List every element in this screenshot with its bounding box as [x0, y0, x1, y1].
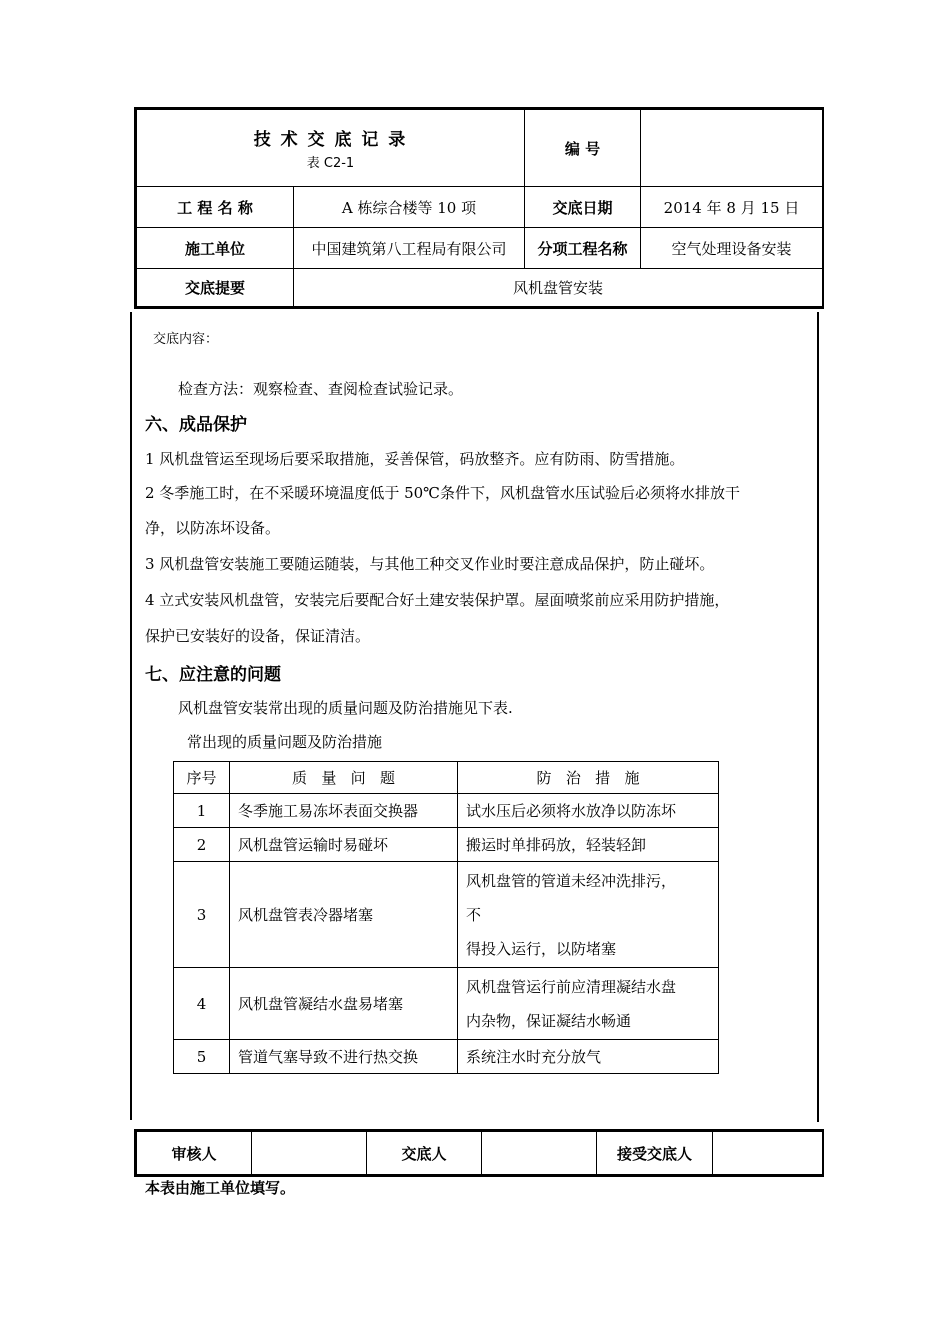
paragraph-3: 3 风机盘管安装施工要随运随装，与其他工种交叉作业时要注意成品保护，防止碰坏。: [145, 555, 715, 573]
row-number: 3: [174, 862, 230, 968]
header-problem: 质 量 问 题: [230, 762, 458, 794]
document-title: 技 术 交 底 记 录: [253, 130, 408, 150]
paragraph-1: 1 风机盘管运至现场后要采取措施，妥善保管，码放整齐。应有防雨、防雪措施。: [145, 450, 685, 468]
paragraph-4-line-2: 保护已安装好的设备，保证清洁。: [145, 627, 371, 645]
issues-table: [173, 761, 719, 1074]
measure-line: 得投入运行，以防堵塞: [466, 939, 617, 958]
row-measure: [458, 828, 719, 862]
discloser-label: 交底人: [367, 1132, 482, 1175]
title-cell: [137, 110, 525, 187]
receiver-signature-field[interactable]: [713, 1132, 823, 1175]
section-7-title: 七、应注意的问题: [145, 665, 281, 685]
paragraph-4-line-1: 4 立式安装风机盘管，安装完后要配合好土建安装保护罩。屋面喷浆前应采用防护措施，: [145, 591, 730, 609]
content-right-border: [817, 312, 819, 1122]
row-problem: 风机盘管运输时易碰坏: [230, 828, 458, 862]
table-row: [174, 1040, 719, 1074]
subproject-value: 空气处理设备安装: [641, 228, 823, 269]
project-name-label: 工 程 名 称: [137, 187, 294, 228]
content-label: 交底内容：: [153, 332, 219, 347]
date-label: 交底日期: [525, 187, 641, 228]
content-left-border: [130, 312, 132, 1120]
issues-table-caption: 常出现的质量问题及防治措施: [187, 733, 383, 751]
table-row: [174, 794, 719, 828]
row-problem: 管道气塞导致不进行热交换: [230, 1040, 458, 1074]
measure-line: 风机盘管运行前应清理凝结水盘: [466, 977, 677, 996]
table-row: [174, 968, 719, 1040]
row-number: 4: [174, 968, 230, 1040]
row-number: 2: [174, 828, 230, 862]
paragraph-2-line-1: 2 冬季施工时，在不采暖环境温度低于 50℃条件下，风机盘管水压试验后必须将水排放干: [145, 484, 740, 502]
header-measure: 防 治 措 施: [458, 762, 719, 794]
row-problem: 冬季施工易冻坏表面交换器: [230, 794, 458, 828]
reviewer-label: 审核人: [137, 1132, 252, 1175]
row-number: 5: [174, 1040, 230, 1074]
reviewer-signature-field[interactable]: [252, 1132, 367, 1175]
signature-table: [134, 1129, 824, 1177]
row-number: 1: [174, 794, 230, 828]
discloser-signature-field[interactable]: [482, 1132, 597, 1175]
row-problem: 风机盘管凝结水盘易堵塞: [230, 968, 458, 1040]
footer-note: 本表由施工单位填写。: [145, 1179, 296, 1197]
subproject-label: 分项工程名称: [525, 228, 641, 269]
row-measure: [458, 1040, 719, 1074]
header-no: 序号: [174, 762, 230, 794]
contractor-label: 施工单位: [137, 228, 294, 269]
measure-line: 搬运时单排码放，轻装轻卸: [466, 836, 647, 854]
project-name-value: A 栋综合楼等 10 项: [294, 187, 525, 228]
contractor-value: 中国建筑第八工程局有限公司: [294, 228, 525, 269]
measure-line: 试水压后必须将水放净以防冻坏: [466, 802, 677, 820]
measure-line: 系统注水时充分放气: [466, 1048, 602, 1066]
row-measure: [458, 968, 719, 1040]
form-number: 表 C2-1: [306, 156, 355, 171]
header-table: [134, 107, 824, 309]
paragraph-2-line-2: 净，以防冻坏设备。: [145, 519, 281, 537]
issues-table-header-row: [174, 762, 719, 794]
number-value: [641, 110, 823, 187]
date-value: 2014 年 8 月 15 日: [641, 187, 823, 228]
row-measure: [458, 862, 719, 968]
inspection-method: 检查方法：观察检查、查阅检查试验记录。: [178, 380, 464, 398]
summary-label: 交底提要: [137, 269, 294, 307]
row-problem: 风机盘管表冷器堵塞: [230, 862, 458, 968]
number-label: 编 号: [525, 110, 641, 187]
measure-line: 风机盘管的管道未经冲洗排污，: [466, 871, 677, 890]
issues-intro: 风机盘管安装常出现的质量问题及防治措施见下表.: [178, 699, 513, 717]
section-6-title: 六、成品保护: [145, 415, 247, 435]
receiver-label: 接受交底人: [597, 1132, 713, 1175]
measure-line: 内杂物，保证凝结水畅通: [466, 1011, 632, 1030]
summary-value: 风机盘管安装: [294, 269, 823, 307]
row-measure: [458, 794, 719, 828]
table-row: [174, 862, 719, 968]
table-row: [174, 828, 719, 862]
measure-line: 不: [466, 905, 482, 924]
